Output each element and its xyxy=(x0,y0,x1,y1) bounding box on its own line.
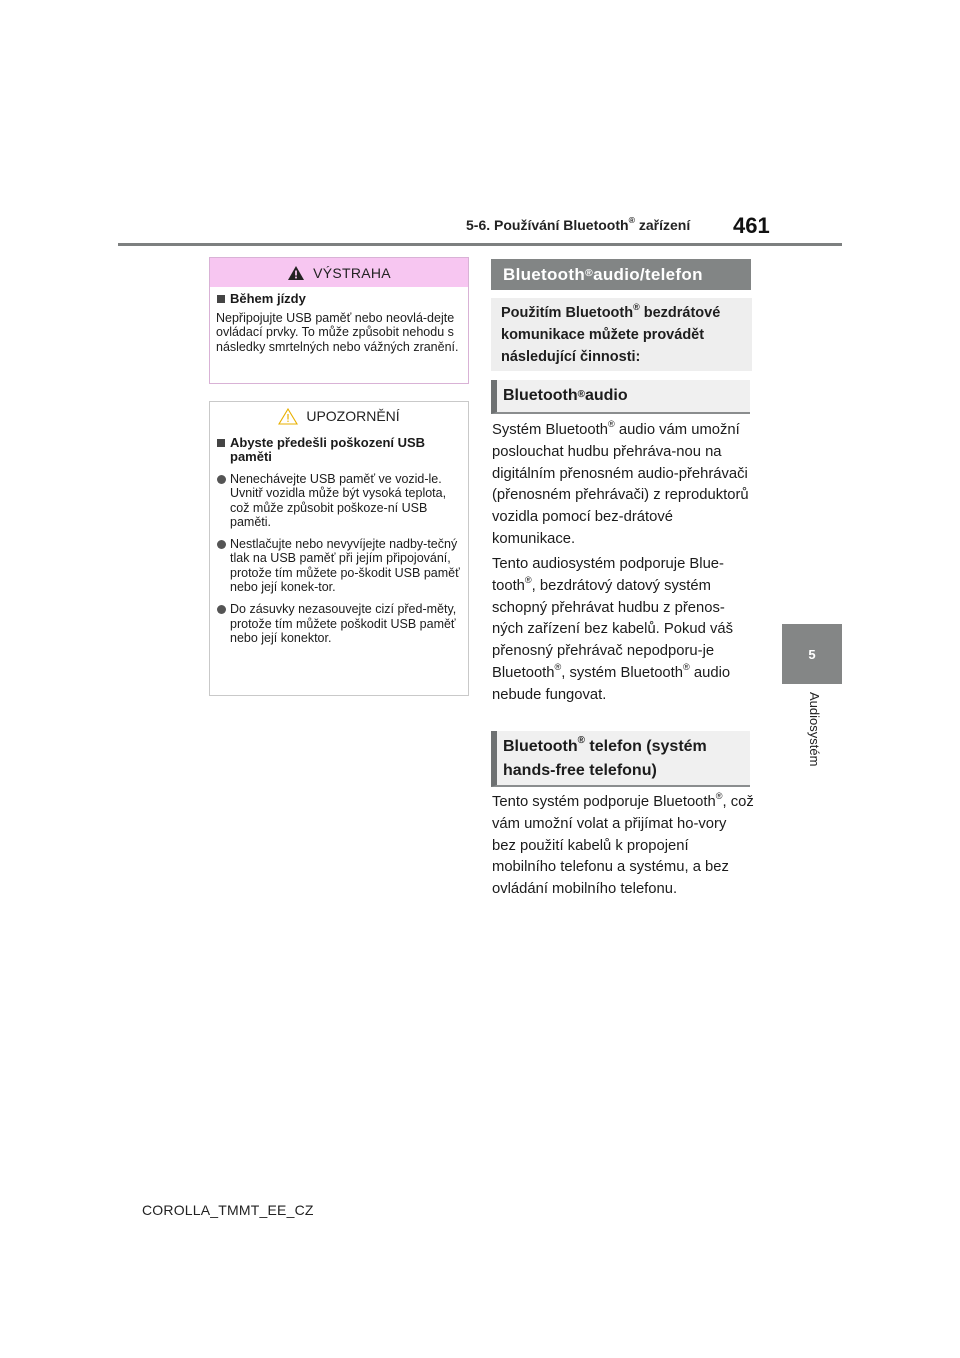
warning-header xyxy=(210,258,468,287)
warning-box xyxy=(209,257,469,384)
notice-subheading-text: Abyste předešli poškození USB paměti xyxy=(230,435,426,464)
phone-heading-a: Bluetooth xyxy=(503,738,578,755)
audio-p2-c: , systém Bluetooth xyxy=(561,664,684,681)
phone-paragraph xyxy=(492,792,754,901)
registered-mark: ® xyxy=(554,661,562,672)
notice-bullet-text: Nenechávejte USB paměť ve vozid-le. Uvnitř vozidla může být vysoká teplota, což může způsobit poškoze-ní USB paměti. xyxy=(230,472,447,529)
notice-bullet-text: Do zásuvky nezasouvejte cizí před-měty, protože tím můžete poškodit USB paměť nebo její konektor. xyxy=(230,602,457,645)
phone-p1-a: Tento systém podporuje Bluetooth xyxy=(492,794,716,810)
square-bullet-icon xyxy=(217,295,225,303)
registered-mark: ® xyxy=(607,418,615,429)
square-bullet-icon xyxy=(217,439,225,447)
notice-subheading xyxy=(216,436,462,464)
warning-subheading-text: Během jízdy xyxy=(230,291,306,306)
section-title-text: 5-6. Používání Bluetooth xyxy=(466,217,629,233)
registered-mark: ® xyxy=(524,574,532,585)
round-bullet-icon xyxy=(217,475,226,484)
notice-bullet-text: Nestlačujte nebo nevyvíjejte nadby-tečný tlak na USB paměť při jejím připojování, protože tím můžete po-škodit USB paměť nebo její konek-tor. xyxy=(230,537,460,595)
audio-p1-b: audio vám umožní poslouchat hudbu přehráva-nou na digitálním přenosném audio-přehrávači (přenosném přehrávači) z reproduktorů vozidla pomocí bez-drátové komunikace. xyxy=(492,422,749,547)
notice-bullet xyxy=(216,602,462,645)
registered-mark: ® xyxy=(577,735,585,747)
notice-bullet xyxy=(216,472,462,529)
round-bullet-icon xyxy=(217,540,226,549)
phone-p1-b: , což vám umožní volat a přijímat ho-vory bez použití kabelů k propojení mobilního telefonu a systému, a bez ovládání mobilního telefonu. xyxy=(492,794,754,898)
chapter-name-text: Audiosystém xyxy=(807,692,822,767)
registered-mark: ® xyxy=(715,790,723,801)
warning-subheading xyxy=(216,292,462,306)
section-title-suffix: zařízení xyxy=(634,217,691,233)
notice-heading: UPOZORNĚNÍ xyxy=(306,408,400,424)
warning-body xyxy=(210,287,468,354)
page-number: 461 xyxy=(733,213,770,238)
notice-box xyxy=(209,401,469,696)
banner-text-a: Bluetooth xyxy=(503,264,586,284)
warning-triangle-icon xyxy=(287,265,305,281)
banner-text-b: audio/telefon xyxy=(593,264,703,284)
warning-heading: VÝSTRAHA xyxy=(313,264,391,281)
registered-mark: ® xyxy=(633,301,640,312)
audio-p2-b: , bezdrátový datový systém schopný přehrávat hudbu z přenos-ných zařízení bez kabelů. Pokud váš přenosný přehrávač nepodporu-je Bluetooth xyxy=(492,577,733,681)
audio-heading-a: Bluetooth xyxy=(503,387,578,404)
section-title xyxy=(466,217,690,233)
notice-bullet xyxy=(216,537,462,594)
intro-box xyxy=(491,298,752,371)
warning-text: Nepřipojujte USB paměť nebo neovlá-dejte ovládací prvky. To může způsobit nehodu s následky smrtelných nebo vážných zranění. xyxy=(216,311,459,354)
audio-heading-b: audio xyxy=(584,387,628,404)
notice-header xyxy=(210,402,468,430)
audio-p2-d: audio nebude fungovat. xyxy=(492,664,731,703)
footer-doc-code: COROLLA_TMMT_EE_CZ xyxy=(142,1202,314,1218)
audio-p2-a: Tento audiosystém podporuje Blue-tooth xyxy=(492,556,724,594)
audio-p1-a: Systém Bluetooth xyxy=(492,422,608,438)
audio-heading: Bluetooth ® audio xyxy=(491,380,750,414)
registered-mark: ® xyxy=(683,661,690,672)
header-rule xyxy=(118,243,842,246)
phone-heading-b: telefon (systém hands-free telefonu) xyxy=(503,738,707,779)
registered-mark: ® xyxy=(628,215,635,226)
bluetooth-banner: Bluetooth ® audio/telefon xyxy=(491,259,751,290)
intro-text-b: bezdrátové komunikace můžete provádět následující činnosti: xyxy=(501,305,721,365)
round-bullet-icon xyxy=(217,605,226,614)
audio-paragraph-1 xyxy=(492,420,754,551)
notice-body xyxy=(210,430,468,645)
chapter-tab: 5 xyxy=(782,624,842,684)
phone-heading xyxy=(491,731,750,787)
chapter-name xyxy=(802,692,822,812)
caution-triangle-icon xyxy=(278,408,298,425)
intro-text-a: Použitím Bluetooth xyxy=(501,305,634,321)
audio-paragraph-2 xyxy=(492,554,754,707)
